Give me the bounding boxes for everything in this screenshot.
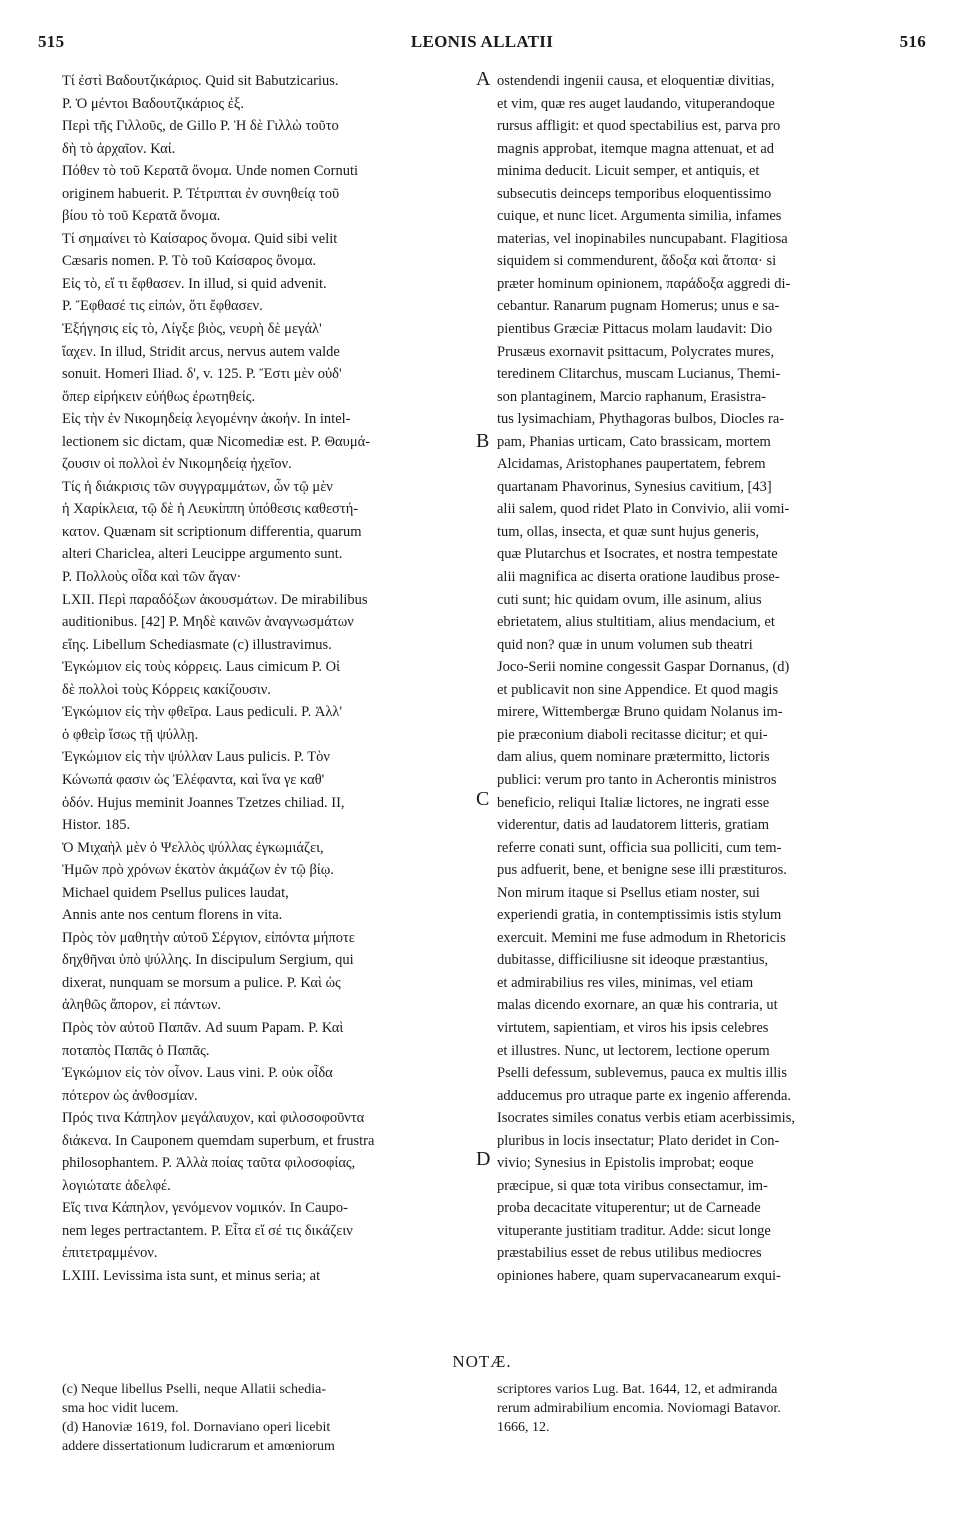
note-line: (c) Neque libellus Pselli, neque Allatii schedia-: [62, 1382, 326, 1397]
text-line: et admirabilius res viles, minimas, vel etiam: [497, 974, 754, 991]
text-line: auditionibus. [42] Ρ. Μηδὲ καινῶν ἀναγνωσμάτων: [62, 614, 354, 631]
text-line: ζουσιν οἱ πολλοὶ ἐν Νικομηδείᾳ ἠχεῖον.: [62, 456, 292, 473]
text-line: Κώνωπά φασιν ὡς Ἐλέφαντα, καὶ ἵνα γε καθ': [62, 771, 325, 788]
text-line: son plantaginem, Marcio raphanum, Erasistra-: [497, 388, 766, 405]
text-line: opiniones habere, quam supervacanearum exqui-: [497, 1267, 781, 1284]
text-line: δὲ πολλοὶ τοὺς Κόρρεις κακίζουσιν.: [62, 681, 271, 698]
text-line: pus adfuerit, bene, et benigne sese illi præstituros.: [497, 862, 787, 879]
text-line: Πρὸς τὸν αὐτοῦ Παπᾶν. Ad suum Papam. Ρ. Καὶ: [62, 1019, 344, 1036]
text-line: referre conati sunt, officia sua polliciti, cum tem-: [497, 839, 782, 856]
page-number-left: 515: [38, 32, 65, 51]
margin-letter-b: B: [476, 430, 490, 452]
text-line: ὁδόν. Hujus meminit Joannes Tzetzes chiliad. II,: [62, 794, 345, 811]
text-line: exercuit. Memini me fuse admodum in Rhetoricis: [497, 929, 786, 946]
margin-letter-c: C: [476, 788, 490, 810]
text-line: materias, vel inopinabiles nuncupabant. Flagitiosa: [497, 230, 788, 247]
text-line: publici: verum pro tanto in Acherontis ministros: [497, 771, 777, 788]
text-line: διάκενα. In Cauponem quemdam superbum, et frustra: [62, 1132, 375, 1149]
text-line: adducemus pro utraque parte ex ingenio afferenda.: [497, 1087, 792, 1104]
text-line: præter hominum opinionem, παράδοξα aggredi di-: [497, 275, 791, 292]
text-line: sonuit. Homeri Iliad. δ', v. 125. Ρ. Ἔστι μὲν οὐδ': [62, 366, 342, 383]
text-line: nem leges pertractantem. Ρ. Εἶτα εἴ σέ τις δικάζειν: [62, 1222, 353, 1239]
notes-left-column: [62, 1380, 488, 1456]
left-column: [62, 68, 491, 1288]
text-line: tum, ollas, insecta, et quæ sunt hujus generis,: [497, 523, 760, 540]
text-line: ἐπιτετραμμένον.: [62, 1245, 158, 1262]
text-line: ἀληθῶς ἄπορον, εἰ πάντων.: [62, 997, 222, 1014]
text-line: Τί ἐστὶ Βαδουτζικάριος. Quid sit Babutzicarius.: [62, 73, 339, 89]
text-line: vituperante justitiam traditur. Adde: sicut longe: [497, 1222, 771, 1239]
text-line: dubitasse, difficiliusne sit ideoque præstantius,: [497, 952, 769, 969]
text-line: Joco-Serii nomine congessit Gaspar Dornanus, (d): [497, 659, 790, 676]
text-line: pluribus in locis insectatur; Plato deridet in Con-: [497, 1132, 780, 1149]
text-line: cebantur. Ranarum pugnam Homerus; unus e sa-: [497, 298, 780, 315]
text-line: Ἐγκώμιον εἰς τὴν ψύλλαν Laus pulicis. Ρ. Τὸν: [62, 749, 330, 766]
text-line: subsecutis deinceps temporibus eloquentissimo: [497, 185, 772, 202]
text-line: Εἴς τινα Κάπηλον, γενόμενον νομικόν. In Caupo-: [62, 1200, 348, 1217]
text-line: philosophantem. Ρ. Ἀλλὰ ποίας ταῦτα φιλοσοφίας,: [62, 1155, 356, 1172]
text-line: ἡ Χαρίκλεια, τῷ δὲ ἡ Λευκίππη ὑπόθεσις καθεστή-: [62, 501, 359, 518]
text-line: LXII. Περὶ παραδόξων ἀκουσμάτων. De mirabilibus: [62, 591, 368, 608]
note-line: (d) Hanoviæ 1619, fol. Dornaviano operi licebit: [62, 1420, 331, 1435]
text-line: Pselli defessum, sublevemus, pauca ex multis illis: [497, 1065, 787, 1082]
text-line: alii salem, quod ridet Plato in Convivio, alii vomi-: [497, 501, 790, 518]
text-line: præstabilius esset de rebus utilibus mediocres: [497, 1245, 762, 1262]
text-line: quid non? quæ in unum volumen sub theatri: [497, 636, 753, 653]
text-line: Histor. 185.: [62, 817, 131, 834]
text-line: ἴαχεν. In illud, Stridit arcus, nervus autem valde: [62, 343, 340, 360]
page-number-right: 516: [899, 32, 926, 51]
text-line: pientibus Græciæ Pittacus molam laudavit: Dio: [497, 321, 773, 338]
text-line: lectionem sic dictam, quæ Nicomediæ est. Ρ. Θαυμά-: [62, 433, 371, 450]
text-line: Non mirum itaque si Psellus etiam noster, sui: [497, 884, 760, 901]
text-line: virtutem, sapientiam, et viros his ipsis celebres: [497, 1019, 769, 1036]
note-line: scriptores varios Lug. Bat. 1644, 12, et admiranda: [497, 1382, 778, 1397]
text-line: εἴης. Libellum Schediasmate (c) illustravimus.: [62, 636, 332, 653]
text-line: et illustres. Nunc, ut lectorem, lectione operum: [497, 1042, 770, 1059]
text-line: Πρός τινα Κάπηλον μεγάλαυχον, καὶ φιλοσοφοῦντα: [62, 1110, 365, 1127]
text-line: tus lysimachiam, Phythagoras bulbos, Diocles ra-: [497, 411, 785, 428]
text-line: Cæsaris nomen. Ρ. Τὸ τοῦ Καίσαρος ὄνομα.: [62, 253, 317, 270]
text-line: Ἐγκώμιον εἰς τοὺς κόρρεις. Laus cimicum Ρ. Οἱ: [62, 659, 341, 676]
text-line: ὁ φθεὶρ ἴσως τῇ ψύλλῃ.: [62, 726, 199, 743]
text-line: Ὁ Μιχαὴλ μὲν ὁ Ψελλὸς ψύλλας ἐγκωμιάζει,: [62, 839, 324, 856]
text-line: pam, Phanias urticam, Cato brassicam, mortem: [497, 433, 771, 450]
text-line: Ρ. Πολλοὺς οἶδα καὶ τῶν ἄγαν·: [62, 569, 242, 586]
text-line: Ἐξήγησις εἰς τὸ, Λίγξε βιὸς, νευρὴ δὲ μεγάλ': [62, 321, 322, 338]
margin-letter-d: D: [476, 1148, 491, 1170]
text-line: δὴ τὸ ἀρχαῖον. Καί.: [62, 140, 176, 157]
margin-letter-a: A: [476, 68, 491, 90]
text-line: alii magnifica ac diserta oratione laudibus prose-: [497, 569, 780, 586]
text-line: mirere, Wittembergæ Bruno quidam Nolanus im-: [497, 704, 783, 721]
page-header: [38, 32, 926, 58]
text-line: Περὶ τῆς Γιλλοῦς, de Gillo Ρ. Ἡ δὲ Γιλλὼ τοῦτο: [62, 118, 339, 135]
text-line: cuique, et nunc licet. Argumenta similia, infames: [497, 208, 782, 225]
text-line: vivio; Synesius in Epistolis improbat; eoque: [497, 1155, 754, 1172]
text-line: Ἐγκώμιον εἰς τὴν φθεῖρα. Laus pediculi. Ρ. Ἀλλ': [62, 704, 343, 721]
text-line: Πόθεν τὸ τοῦ Κερατᾶ ὄνομα. Unde nomen Cornuti: [62, 163, 359, 180]
text-line: Τί σημαίνει τὸ Καίσαρος ὄνομα. Quid sibi velit: [62, 230, 338, 247]
note-line: addere dissertationum ludicrarum et amœniorum: [62, 1439, 335, 1454]
text-line: Εἰς τὸ, εἴ τι ἔφθασεν. In illud, si quid advenit.: [62, 275, 327, 292]
text-line: LXIII. Levissima ista sunt, et minus seria; at: [62, 1267, 321, 1284]
text-line: beneficio, reliqui Italiæ lictores, ne ingrati esse: [497, 794, 770, 811]
text-line: Ἐγκώμιον εἰς τὸν οἶνον. Laus vini. Ρ. οὐκ οἶδα: [62, 1065, 333, 1082]
text-line: βίου τὸ τοῦ Κερατᾶ ὄνομα.: [62, 208, 221, 225]
text-line: pie præconium diaboli recitasse dicitur; et qui-: [497, 726, 768, 743]
notes-right-column: [497, 1380, 927, 1437]
running-title: LEONIS ALLATII: [410, 32, 554, 51]
text-line: Εἰς τὴν ἐν Νικομηδείᾳ λεγομένην ἀκοήν. In intel-: [62, 411, 351, 428]
text-line: Τίς ἡ διάκρισις τῶν συγγραμμάτων, ὧν τῷ μὲν: [62, 478, 333, 495]
right-column: [497, 70, 927, 1288]
text-line: Πρὸς τὸν μαθητὴν αὐτοῦ Σέργιον, εἰπόντα μήποτε: [62, 929, 355, 946]
text-line: Ρ. Ἔφθασέ τις εἰπών, ὅτι ἔφθασεν.: [62, 298, 263, 315]
text-line: Ἠμῶν πρὸ χρόνων ἑκατὸν ἀκμάζων ἐν τῷ βίῳ.: [62, 862, 334, 879]
text-line: ostendendi ingenii causa, et eloquentiæ divitias,: [497, 73, 775, 89]
text-line: ebrietatem, alius stultitiam, alius mendacium, et: [497, 614, 775, 631]
text-line: ποταπὸς Παπᾶς ὁ Παπᾶς.: [62, 1042, 210, 1059]
text-line: quartanam Phavorinus, Synesius cavitium, [43]: [497, 478, 772, 495]
text-line: cuti sunt; hic quidam ovum, ille asinum, alius: [497, 591, 762, 608]
text-line: magnis approbat, itemque magna attenuat, et ad: [497, 140, 775, 157]
text-line: λογιώτατε ἀδελφέ.: [62, 1177, 171, 1194]
text-line: Michael quidem Psellus pulices laudat,: [62, 884, 289, 901]
text-line: Isocrates similes conatus verbis etiam acerbissimis,: [497, 1110, 795, 1127]
text-line: et publicavit non sine Appendice. Et quod magis: [497, 681, 779, 698]
text-line: Alcidamas, Aristophanes paupertatem, febrem: [497, 456, 766, 473]
text-line: quæ Plutarchus et Isocrates, et nostra tempestate: [497, 546, 778, 563]
text-line: originem habuerit. Ρ. Τέτριπται ἐν συνηθείᾳ τοῦ: [62, 185, 340, 202]
text-line: malas dicendo exornare, an quæ his contraria, ut: [497, 997, 778, 1014]
text-line: præcipue, si quæ tota viribus consectamur, im-: [497, 1177, 768, 1194]
text-line: dam alius, quem nominare prætermitto, lictoris: [497, 749, 770, 766]
note-line: 1666, 12.: [497, 1420, 550, 1435]
text-line: experiendi gratia, in contemptissimis istis stylum: [497, 907, 782, 924]
text-line: ὅπερ εἰρήκειν εὐήθως ἐρωτηθείς.: [62, 388, 256, 405]
text-line: et vim, quæ res auget laudando, vituperandoque: [497, 95, 775, 112]
text-line: proba decacitate vituperentur; ut de Carneade: [497, 1200, 761, 1217]
text-line: minima deducit. Licuit semper, et antiquis, et: [497, 163, 760, 180]
text-line: δηχθῆναι ὑπὸ ψύλλης. In discipulum Sergium, qui: [62, 952, 354, 969]
text-line: Annis ante nos centum florens in vita.: [62, 907, 283, 924]
text-line: dixerat, nunquam se morsum a pulice. Ρ. Καὶ ὡς: [62, 974, 341, 991]
text-line: Ρ. Ὁ μέντοι Βαδουτζικάριος ἐξ.: [62, 95, 244, 112]
text-line: alteri Chariclea, alteri Leucippe argumento sunt.: [62, 546, 343, 563]
note-line: rerum admirabilium encomia. Noviomagi Batavor.: [497, 1401, 781, 1416]
text-line: teredinem Clitarchus, muscam Lucianus, Themi-: [497, 366, 781, 383]
notes-heading: NOTÆ.: [452, 1352, 512, 1371]
text-line: siquidem si commendurent, ἄδοξα καὶ ἄτοπα· si: [497, 253, 777, 270]
text-line: Prusæus exornavit psittacum, Polycrates mures,: [497, 343, 775, 360]
text-line: κατον. Quænam sit scriptionum differentia, quarum: [62, 523, 362, 540]
text-line: viderentur, datis ad laudatorem litteris, gratiam: [497, 817, 770, 834]
text-line: πότερον ὡς ἀνθοσμίαν.: [62, 1087, 198, 1104]
text-line: rursus affligit: et quod spectabilius est, parva pro: [497, 118, 781, 135]
note-line: sma hoc vidit lucem.: [62, 1401, 179, 1416]
